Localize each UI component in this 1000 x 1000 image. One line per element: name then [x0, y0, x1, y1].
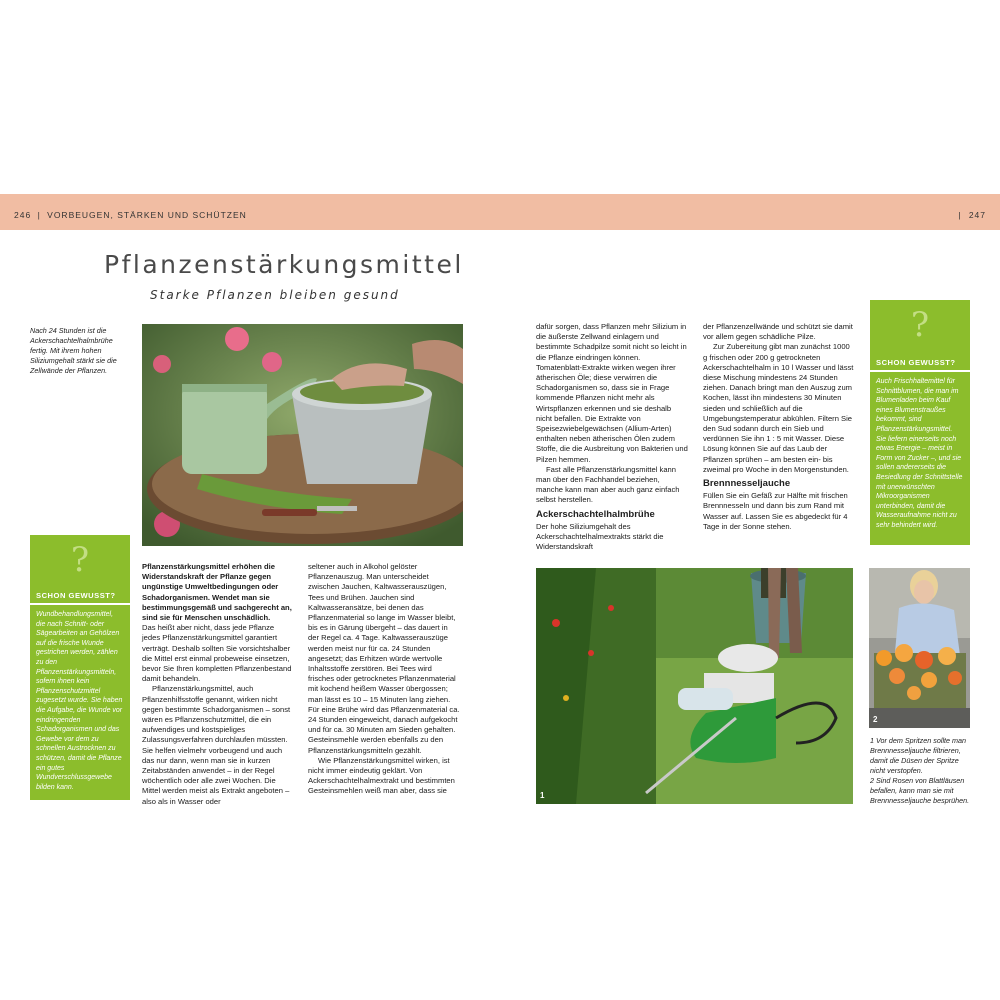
- body-column-1: [142, 562, 294, 807]
- header-rule: [0, 228, 1000, 230]
- body-column-4: [703, 322, 855, 532]
- left-running-title: VORBEUGEN, STÄRKEN UND SCHÜTZEN: [47, 210, 247, 220]
- lead-paragraph: Pflanzenstärkungsmittel erhöhen die Widerstandskraft der Pflanze gegen ungünstige Umweltbedingungen oder Schadorganismen. Wendet man sie bestimmungsgemäß und sachgerecht an, sind sie für Menschen unschädlich.: [142, 562, 292, 623]
- photo-horsetail-brew: [142, 324, 463, 546]
- right-page-number: 247: [968, 210, 986, 220]
- info-box-text: Wundbehandlungsmittel, die nach Schnitt- oder Sägearbeiten an Gehölzen auf die frische Wunde gestrichen werden, zählen zu den Pflanzenstärkungsmitteln, sofern ihnen kein Pflanzenschutzmittel zugesetzt wurde. Sie haben die Aufgabe, die Wunde vor eindringenden Schadorganismen und das Gewebe vor dem zu schnellen Austrocknen zu schützen, damit die Pflanze ein gutes Wundverschlussgewebe bilden kann.: [36, 611, 123, 791]
- paragraph: Wie Pflanzenstärkungsmittel wirken, ist nicht immer eindeutig geklärt. Von Ackerschachtelhalmextrakt und bestimmten Gesteinsmehlen weiß man aber, dass sie: [308, 755, 455, 796]
- paragraph: Das heißt aber nicht, dass jede Pflanze jedes Pflanzenstärkungsmittel garantiert verträgt. Deshalb sollten Sie vorsichtshalber die Mittel erst einmal probeweise einsetzen, bevor Sie Ihren kompletten Pflanzenbestand damit behandeln.: [142, 623, 292, 684]
- paragraph: Der hohe Siliziumgehalt des Ackerschachtelhalmextrakts stärkt die Widerstandskraft: [536, 521, 664, 552]
- body-column-3: [536, 322, 688, 552]
- photo-captions-right: [870, 736, 970, 806]
- paragraph: Pflanzenstärkungsmittel, auch Pflanzenhilfsstoffe genannt, wirken nicht gegen bestimmte Schadorganismen – sonst wären es Pflanzenschutzmittel, die ein aufwendiges und kostspieliges Zulassungsverfahren durchlaufen müssten. Sie helfen vielmehr vorbeugend und auch das nur dann, wenn man sie in kurzen Zeitabständen anwendet – in der Regel wöchentlich oder alle zwei Wochen. Die Mittel werden meist als Extrakt angeboten – also als in Wasser oder: [142, 684, 291, 806]
- info-box-left: [30, 535, 130, 800]
- page-title: Pflanzenstärkungsmittel: [104, 250, 464, 279]
- info-box-heading: SCHON GEWUSST?: [876, 358, 956, 367]
- info-box-divider: [870, 370, 970, 372]
- header-separator-right: |: [958, 210, 962, 220]
- body-column-2: [308, 562, 460, 797]
- info-box-divider: [30, 603, 130, 605]
- info-box-heading: SCHON GEWUSST?: [36, 591, 116, 600]
- photo-sprayer: [536, 568, 853, 804]
- caption-photo-2: 2 Sind Rosen von Blattläusen befallen, kann man sie mit Brennnesseljauche besprühen.: [870, 776, 970, 805]
- info-box-text: Auch Frischhaltemittel für Schnittblumen, die man im Blumenladen beim Kauf eines Blumenstraußes bekommt, sind Pflanzenstärkungsmittel. Sie liefern einerseits noch etwas Energie – meist in Form von Zucker –, und sie sollen andererseits die Besiedlung der Schnittstelle mit unerwünschten Mikroorganismen unterbinden, damit die Wasseraufnahme nicht zu sehr behindert wird.: [876, 378, 963, 529]
- photo-number-2: 2: [873, 715, 878, 724]
- running-header-left: [14, 210, 247, 220]
- photo-number-1: 1: [540, 791, 545, 800]
- section-heading-horsetail: Ackerschachtelhalmbrühe: [536, 508, 655, 520]
- paragraph: Füllen Sie ein Gefäß zur Hälfte mit frischen Brennnesseln und dann bis zum Rand mit Wasser auf. Lassen Sie es abgedeckt für 4 Tage in der Sonne stehen.: [703, 491, 848, 531]
- info-box-right: [870, 300, 970, 545]
- photo-caption-main: Nach 24 Stunden ist die Ackerschachtelhalmbrühe fertig. Mit ihrem hohen Siliziumgehalt stärkt sie die Zellwände der Pflanzen.: [30, 326, 117, 375]
- section-heading-nettle: Brennnesseljauche: [703, 478, 791, 490]
- paragraph: Zur Zubereitung gibt man zunächst 1000 g frischen oder 200 g getrockneten Ackerschachtelhalm in 10 l Wasser und lässt diese Mischung mindestens 24 Stunden ziehen. Danach bringt man den Auszug zum Kochen, lässt ihn mindestens 30 Minuten sieden und schließlich auf die Umgebungstemperatur abkühlen. Filtern Sie den Sud sodann durch ein Sieb und verdünnen Sie ihn 1 : 5 mit Wasser. Diese Lösung können Sie auf das Laub der Pflanzen sprühen – am besten ein- bis zweimal pro Woche in den Morgenstunden.: [703, 342, 854, 474]
- page-subtitle: Starke Pflanzen bleiben gesund: [150, 288, 400, 302]
- header-separator-left: |: [37, 210, 41, 220]
- photo-woman-roses: [869, 568, 970, 728]
- left-page-number: 246: [14, 210, 32, 220]
- caption-photo-1: 1 Vor dem Spritzen sollte man Brennnesseljauche filtrieren, damit die Düsen der Spritze nicht verstopfen.: [870, 736, 967, 775]
- paragraph: seltener auch in Alkohol gelöster Pflanzenauszug. Man unterscheidet zwischen Jauchen, Kaltwasserauszügen, Tees und Brühen. Jauchen sind Kaltwasseransätze, bei denen das Pflanzenmaterial so lange im Wasser bleibt, bis es in Gärung übergeht – das dauert in der Regel ca. 4 Tage. Kaltwasserauszüge werden meist nur für ca. 24 Stunden angesetzt; das Erhitzen würde wertvolle Inhaltsstoffe zerstören. Bei Tees wird frisches oder getrocknetes Pflanzenmaterial mit kochend heißem Wasser übergossen; man lässt es 10 – 15 Minuten lang ziehen. Für eine Brühe wird das Pflanzenmaterial ca. 24 Stunden eingeweicht, danach aufgekocht und für ca. 30 Minuten am Sieden gehalten. Gesteinsmehle werden ebenfalls zu den Pflanzenstärkungsmitteln gezählt.: [308, 562, 460, 755]
- paragraph: Fast alle Pflanzenstärkungsmittel kann man über den Fachhandel beziehen, manche kann man aber auch ganz einfach selbst herstellen.: [536, 464, 680, 505]
- question-mark-icon: ?: [910, 305, 930, 345]
- question-mark-icon: ?: [70, 540, 90, 580]
- paragraph: der Pflanzenzellwände und schützt sie damit vor allem gegen schädliche Pilze.: [703, 322, 853, 342]
- running-header-right: [954, 210, 986, 220]
- paragraph: dafür sorgen, dass Pflanzen mehr Silizium in die äußerste Zellwand einlagern und bestimmte Schadpilze somit nicht so leicht in die Pflanze eindringen können. Tomatenblatt-Extrakte wirken wegen ihrer ätherischen Öle; diese verwirren die Schadorganismen so, dass sie in Frage kommende Pflanzen nicht mehr als Wirtspflanzen erkennen und sie deshalb nicht befallen. Die Extrakte von Speisezwiebelgewächsen (Allium-Arten) enthalten neben ätherischen Ölen zudem Stoffe, die die Ausbreitung von Bakterien und Pilzen hemmen.: [536, 322, 688, 464]
